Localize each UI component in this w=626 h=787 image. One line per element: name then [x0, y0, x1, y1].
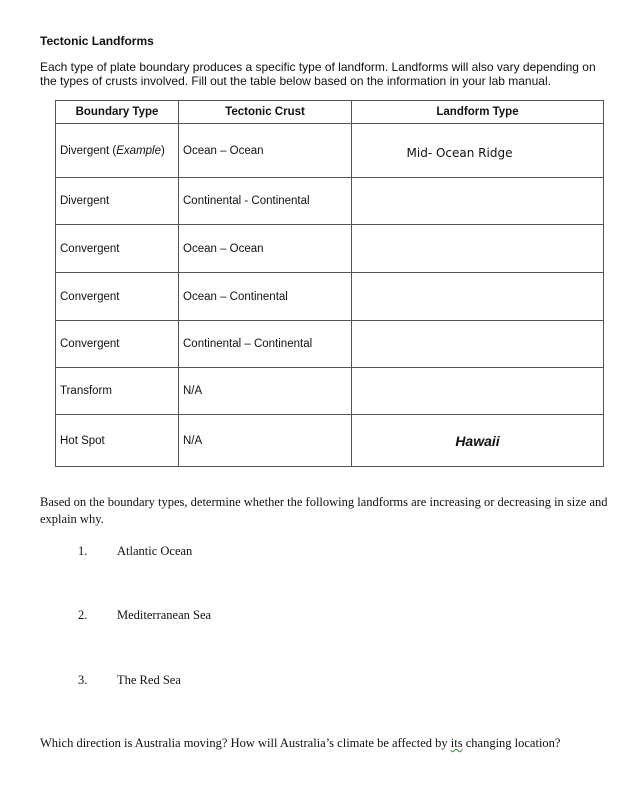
boundary-cell: Divergent (Example)	[56, 124, 179, 178]
header-boundary-type: Boundary Type	[56, 101, 179, 124]
question-text: Mediterranean Sea	[117, 608, 212, 622]
crust-cell: N/A	[179, 368, 352, 415]
table-row	[56, 225, 604, 273]
boundary-cell: Convergent	[56, 225, 179, 273]
landform-cell[interactable]	[352, 415, 604, 467]
header-tectonic-crust: Tectonic Crust	[179, 101, 352, 124]
landforms-table	[55, 100, 604, 467]
table-row	[56, 124, 604, 178]
landform-cell[interactable]	[352, 273, 604, 321]
crust-cell: Continental – Continental	[179, 321, 352, 368]
question-number: 2.	[78, 608, 88, 622]
intro-paragraph: Each type of plate boundary produces a specific type of landform. Landforms will also vary depending on the types of crusts involved. Fill out the table below based on the information in your lab manual.	[40, 60, 596, 88]
table-row	[56, 178, 604, 225]
spellcheck-flagged-word: its	[450, 736, 463, 750]
crust-cell: Ocean – Ocean	[179, 124, 352, 178]
question-text: Atlantic Ocean	[117, 544, 193, 558]
boundary-cell: Convergent	[56, 273, 179, 321]
page-title: Tectonic Landforms	[40, 34, 154, 48]
landform-cell[interactable]	[352, 124, 604, 178]
table-row	[56, 415, 604, 467]
boundary-cell: Convergent	[56, 321, 179, 368]
crust-cell: N/A	[179, 415, 352, 467]
crust-cell: Continental - Continental	[179, 178, 352, 225]
question-number: 3.	[78, 673, 88, 687]
question-intro: Based on the boundary types, determine whether the following landforms are increasing or decreasing in size and explain why.	[40, 495, 608, 526]
table-row	[56, 368, 604, 415]
table-row	[56, 321, 604, 368]
landform-cell[interactable]	[352, 368, 604, 415]
landform-answer: Hawaii	[455, 432, 500, 449]
landform-answer: Mid- Ocean Ridge	[406, 145, 513, 160]
boundary-cell: Transform	[56, 368, 179, 415]
table-header-row	[56, 101, 604, 124]
crust-cell: Ocean – Continental	[179, 273, 352, 321]
landform-cell[interactable]	[352, 225, 604, 273]
table-row	[56, 273, 604, 321]
landform-cell[interactable]	[352, 178, 604, 225]
question-number: 1.	[78, 544, 88, 558]
final-question: Which direction is Australia moving? How will Australia’s climate be affected by its changing location?	[40, 736, 561, 750]
landform-cell[interactable]	[352, 321, 604, 368]
header-landform-type: Landform Type	[352, 101, 604, 124]
question-text: The Red Sea	[117, 673, 181, 687]
boundary-cell: Divergent	[56, 178, 179, 225]
boundary-cell: Hot Spot	[56, 415, 179, 467]
crust-cell: Ocean – Ocean	[179, 225, 352, 273]
